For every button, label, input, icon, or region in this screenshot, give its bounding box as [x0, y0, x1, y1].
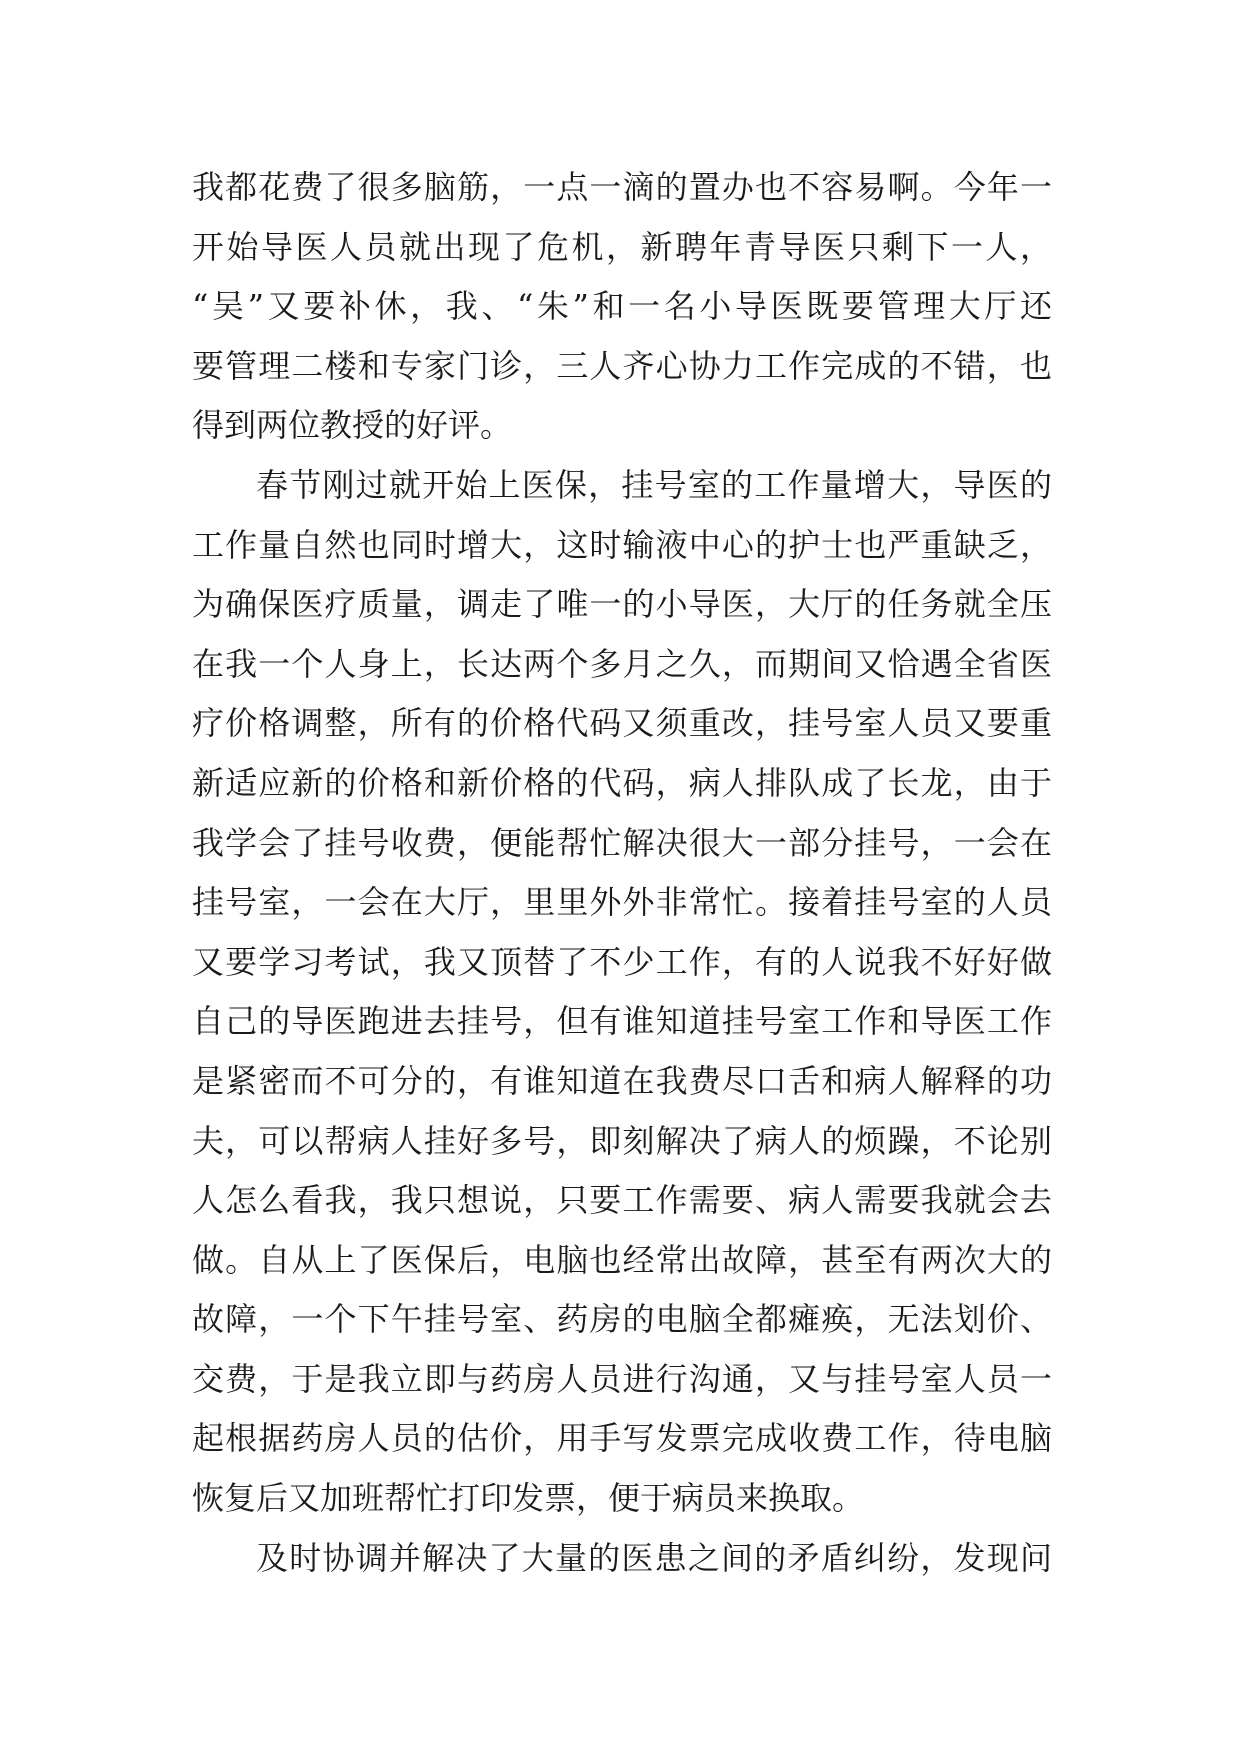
- text-line: 做。自从上了医保后，电脑也经常出故障，甚至有两次大的: [192, 1240, 1052, 1279]
- text-line: 工作量自然也同时增大，这时输液中心的护士也严重缺乏，: [192, 525, 1052, 564]
- text-line: 开始导医人员就出现了危机，新聘年青导医只剩下一人，: [192, 227, 1052, 266]
- text-line: 起根据药房人员的估价，用手写发票完成收费工作，待电脑: [192, 1419, 1052, 1458]
- text-line: 及时协调并解决了大量的医患之间的矛盾纠纷，发现问: [256, 1538, 1052, 1577]
- text-line: 故障，一个下午挂号室、药房的电脑全都瘫痪，无法划价、: [192, 1300, 1052, 1339]
- text-line: 挂号室，一会在大厅，里里外外非常忙。接着挂号室的人员: [192, 883, 1052, 922]
- text-line: 是紧密而不可分的，有谁知道在我费尽口舌和病人解释的功: [192, 1061, 1052, 1100]
- text-line: 为确保医疗质量，调走了唯一的小导医，大厅的任务就全压: [192, 585, 1052, 624]
- text-line: 春节刚过就开始上医保，挂号室的工作量增大，导医的: [256, 465, 1052, 504]
- body-text: [192, 158, 1052, 1588]
- text-line: 新适应新的价格和新价格的代码，病人排队成了长龙，由于: [192, 763, 1052, 802]
- text-line: 在我一个人身上，长达两个多月之久，而期间又恰遇全省医: [192, 644, 1052, 683]
- text-line: 恢复后又加班帮忙打印发票，便于病员来换取。: [192, 1479, 865, 1518]
- text-line: 我学会了挂号收费，便能帮忙解决很大一部分挂号，一会在: [192, 823, 1052, 862]
- text-line: 交费，于是我立即与药房人员进行沟通，又与挂号室人员一: [192, 1359, 1052, 1398]
- text-line: 夫，可以帮病人挂好多号，即刻解决了病人的烦躁，不论别: [192, 1121, 1052, 1160]
- text-line: 得到两位教授的好评。: [192, 406, 513, 445]
- text-line: “吴”又要补休，我、“朱”和一名小导医既要管理大厅还: [192, 287, 1052, 326]
- text-line: 自己的导医跑进去挂号，但有谁知道挂号室工作和导医工作: [192, 1002, 1052, 1041]
- text-line: 人怎么看我，我只想说，只要工作需要、病人需要我就会去: [192, 1181, 1052, 1220]
- text-line: 我都花费了很多脑筋，一点一滴的置办也不容易啊。今年一: [192, 168, 1052, 206]
- text-line: 疗价格调整，所有的价格代码又须重改，挂号室人员又要重: [192, 704, 1052, 743]
- text-line: 要管理二楼和专家门诊，三人齐心协力工作完成的不错，也: [192, 346, 1052, 385]
- text-line: 又要学习考试，我又顶替了不少工作，有的人说我不好好做: [192, 942, 1052, 981]
